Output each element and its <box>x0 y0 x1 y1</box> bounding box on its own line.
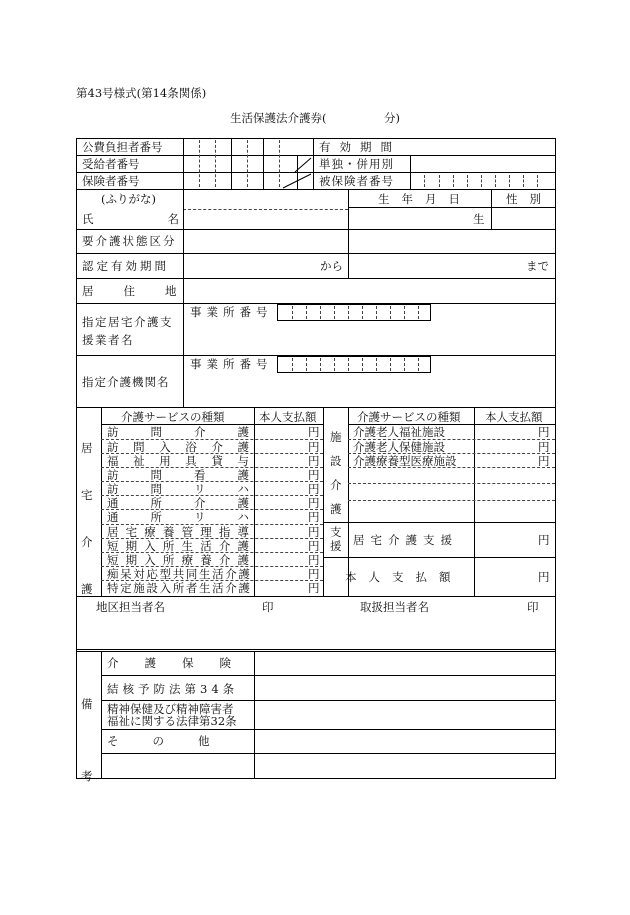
home-service-item: 痴 呆 対 応 型 共 同 生 活 介 護 <box>107 567 249 581</box>
diagonal-strike <box>281 156 313 189</box>
home-service-item: 通 所 リ ハ <box>107 510 249 524</box>
self-pay-label: 本人支払額 <box>345 570 463 584</box>
home-service-item: 福 祉 用 具 貸 与 <box>107 454 249 468</box>
remark-care-insurance: 介護保険 <box>107 656 257 670</box>
home-service-yen: 円 <box>308 468 320 482</box>
self-pay-yen: 円 <box>538 570 550 584</box>
support-yen: 円 <box>538 533 550 547</box>
service-kind-header-left: 介護サービスの種類 <box>121 410 225 424</box>
remark-tb-law: 結核予防法第34条 <box>107 682 239 696</box>
from-label: から <box>320 259 343 273</box>
home-care-group-label: 居宅介護 <box>81 441 93 596</box>
home-service-item: 訪 問 リ ハ <box>107 482 249 496</box>
home-service-item: 居 宅 療 養 管 理 指 導 <box>107 525 249 539</box>
home-service-yen: 円 <box>308 454 320 468</box>
district-seal: 印 <box>262 600 274 614</box>
form-number: 第43号様式(第14条関係) <box>76 86 207 100</box>
home-service-item: 訪 問 入 浴 介 護 <box>107 440 249 454</box>
home-service-item: 訪 問 介 護 <box>107 425 249 439</box>
home-service-item: 短 期 入 所 生 活 介 護 <box>107 539 249 553</box>
furigana-label: (ふりがな) <box>101 192 156 206</box>
facility-service-yen: 円 <box>538 425 550 439</box>
care-support-label: 指定居宅介護支援業者名 <box>82 315 173 347</box>
home-service-yen: 円 <box>308 425 320 439</box>
remarks-group-label: 備考 <box>81 697 93 783</box>
insured-number-label: 被保険者番号 <box>319 174 394 188</box>
residence-label: 居住地 <box>82 284 207 298</box>
home-service-item: 通 所 介 護 <box>107 496 249 510</box>
facility-care-group-label: 施設介護 <box>330 430 342 516</box>
facility-service-yen: 円 <box>538 440 550 454</box>
home-service-yen: 円 <box>308 581 320 595</box>
institution-facility-number-label: 事業所番号 <box>190 357 273 371</box>
amount-header-right: 本人支払額 <box>485 410 543 424</box>
home-service-yen: 円 <box>308 482 320 496</box>
district-officer-label: 地区担当者名 <box>96 600 165 614</box>
home-service-item: 短 期 入 所 療 養 介 護 <box>107 553 249 567</box>
support-facility-number-label: 事業所番号 <box>190 305 273 319</box>
remark-mental-health-2: 福祉に関する法律第32条 <box>107 714 237 728</box>
payer-number-label: 公費負担者番号 <box>82 140 163 154</box>
remark-other: その他 <box>107 734 244 748</box>
recipient-number-label: 受給者番号 <box>82 157 140 171</box>
home-service-yen: 円 <box>308 440 320 454</box>
home-service-yen: 円 <box>308 553 320 567</box>
service-kind-header-right: 介護サービスの種類 <box>357 410 461 424</box>
care-level-label: 要介護状態区分 <box>82 234 177 248</box>
handling-officer-label: 取扱担当者名 <box>360 600 429 614</box>
facility-service-item: 介護療養型医療施設 <box>353 454 457 468</box>
validity-label: 有効期間 <box>319 140 401 154</box>
handling-seal: 印 <box>527 600 539 614</box>
facility-service-yen: 円 <box>538 454 550 468</box>
support-group-label: 支援 <box>330 525 342 553</box>
insurer-number-label: 保険者番号 <box>82 174 140 188</box>
until-label: まで <box>526 259 549 273</box>
remark-mental-health-1: 精神保健及び精神障害者 <box>107 702 234 716</box>
home-service-item: 特 定 施 設 入 所 者 生 活 介 護 <box>107 581 249 595</box>
facility-service-item: 介護老人福祉施設 <box>353 425 445 439</box>
care-institution-label: 指定介護機関名 <box>82 375 170 389</box>
home-service-yen: 円 <box>308 525 320 539</box>
name-label: 氏名 <box>82 212 253 226</box>
support-label: 居宅介護支援 <box>353 533 458 547</box>
dob-suffix: 生 <box>473 212 485 226</box>
home-service-item: 訪 問 看 護 <box>107 468 249 482</box>
sex-label: 性別 <box>506 192 553 206</box>
dob-label: 生年月日 <box>378 192 472 206</box>
amount-header-left: 本人支払額 <box>259 410 317 424</box>
home-service-yen: 円 <box>308 539 320 553</box>
single-combined-label: 単独・併用別 <box>319 157 394 171</box>
home-service-yen: 円 <box>308 510 320 524</box>
home-service-yen: 円 <box>308 496 320 510</box>
cert-period-label: 認定有効期間 <box>82 259 169 273</box>
facility-service-item: 介護老人保健施設 <box>353 440 445 454</box>
home-service-yen: 円 <box>308 567 320 581</box>
form-title: 生活保護法介護券( 分) <box>230 111 400 125</box>
